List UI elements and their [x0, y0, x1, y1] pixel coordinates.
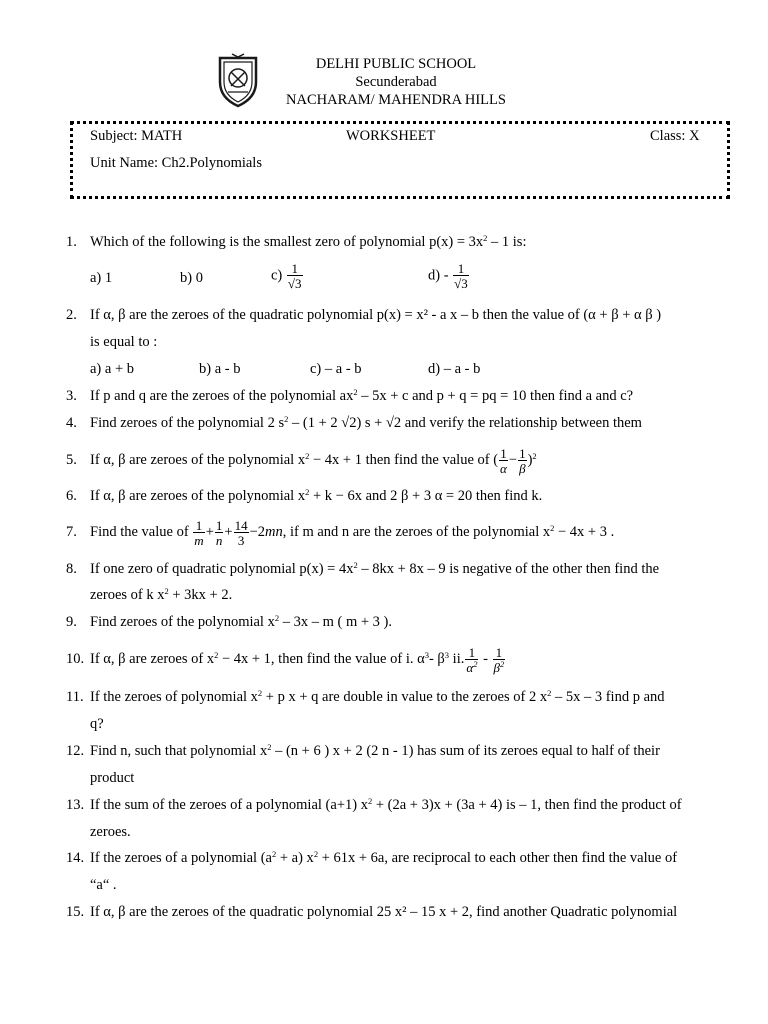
question-text: If the sum of the zeroes of a polynomial (a+1) $x^2 + (2a + 3)x + (3a + 4)$ is – 1, then find the product of [90, 796, 682, 813]
question-text: If p and q are the zeroes of the polynomial $ax^2 - 5x + c$ and p + q = pq = 10 then find a and c? [90, 387, 634, 404]
question-text: If one zero of quadratic polynomial $p(x) = 4x^2 - 8kx + 8x - 9$ is negative of the other then find the [90, 560, 660, 577]
question-number: 9. [66, 614, 77, 630]
school-name: DELHI PUBLIC SCHOOL [315, 56, 477, 72]
question-number: 1. [66, 234, 77, 250]
q1-option-b: b) 0 [180, 270, 203, 286]
question-12-continued: product [90, 770, 135, 786]
q2-option-b: b) a - b [199, 361, 241, 377]
q1-option-d: d) - $\frac{1}{√3}$ [428, 261, 468, 291]
question-text: If α, β are the zeroes of the quadratic polynomial 25 x² – 15 x + 2, find another Quadratic polynomial [90, 904, 678, 920]
question-text: Find n, such that polynomial $x^2 - (n + 6$ ) x + 2 (2 n - 1) has sum of its zeroes equal to half of their [90, 742, 660, 759]
q1-option-a: a) 1 [90, 270, 113, 286]
question-number: 8. [66, 561, 77, 577]
question-number: 5. [66, 452, 77, 468]
question-number: 2. [66, 307, 77, 323]
q2-option-a: a) a + b [90, 361, 135, 377]
question-text: If α, β are zeroes of $x^2 - 4x + 1$, then find the value of i. $\alpha^3-$ $\beta^3$ ii. $\frac{1}{\alpha^2}$ - $\frac{1}{\beta^2}$ [90, 644, 505, 675]
question-number: 3. [66, 388, 77, 404]
question-13-continued: zeroes. [90, 824, 131, 840]
question-14-continued: “a“ . [90, 877, 117, 893]
question-number: 11. [66, 689, 84, 705]
question-text: If the zeroes of polynomial $x^2 + p$ x + q are double in value to the zeroes of 2 $x^2 - 5x - 3$ find p and [90, 688, 665, 705]
question-text: Which of the following is the smallest zero of polynomial $p(x) = 3x^2 - 1$ is: [90, 233, 527, 250]
question-number: 13. [66, 797, 85, 813]
q2-option-d: d) – a - b [428, 361, 481, 377]
question-text: If α, β are the zeroes of the quadratic polynomial p(x) = x² - a x – b then the value of (α + β + α β ) [90, 307, 662, 323]
q2-option-c: c) – a - b [310, 361, 362, 377]
q1-option-c: c) $\frac{1}{√3}$ [271, 261, 302, 291]
question-text: Find zeroes of the polynomial 2 $s^2 - (1 + 2$ √2) s + √2 and verify the relationship between them [90, 414, 642, 431]
question-number: 12. [66, 743, 85, 759]
question-text: If α, β are zeroes of the polynomial $x^2 + k - 6x$ and 2 β + 3 α = 20 then find k. [90, 487, 543, 504]
unit-name: Unit Name: Ch2.Polynomials [90, 155, 262, 171]
class-label: Class: X [650, 128, 700, 144]
question-text: If α, β are zeroes of the polynomial $x^2 - 4x + 1$ then find the value of ( $\frac{1}{\alpha}$ − $\frac{1}{\beta}$ )$^2$ [90, 445, 537, 476]
worksheet-title: WORKSHEET [346, 128, 436, 144]
question-number: 15. [66, 904, 85, 920]
subject-label: Subject: MATH [90, 128, 183, 144]
question-11-continued: q? [90, 716, 104, 732]
question-number: 4. [66, 415, 77, 431]
question-text: If the zeroes of a polynomial $(a^2 + a) x^2 + 61x + 6a$, are reciprocal to each other then find the value of [90, 849, 678, 866]
question-number: 6. [66, 488, 77, 504]
school-city: Secunderabad [355, 74, 437, 90]
question-8-continued: zeroes of k $x^2 + 3kx + 2$. [90, 586, 233, 603]
question-text: Find zeroes of the polynomial $x^2 - 3x$ – m ( m + 3 ). [90, 613, 392, 630]
school-branches: NACHARAM/ MAHENDRA HILLS [286, 92, 506, 108]
question-number: 10. [66, 651, 85, 667]
question-number: 14. [66, 850, 85, 866]
question-2-continued: is equal to : [90, 334, 158, 350]
question-text: Find the value of $\frac{1}{m}$ + $\frac{1}{n}$ + $\frac{14}{3}$ −2mn, if m and n are the zeroes of the polynomial $x^2 - 4x + 3$ . [90, 517, 615, 548]
question-number: 7. [66, 524, 77, 540]
